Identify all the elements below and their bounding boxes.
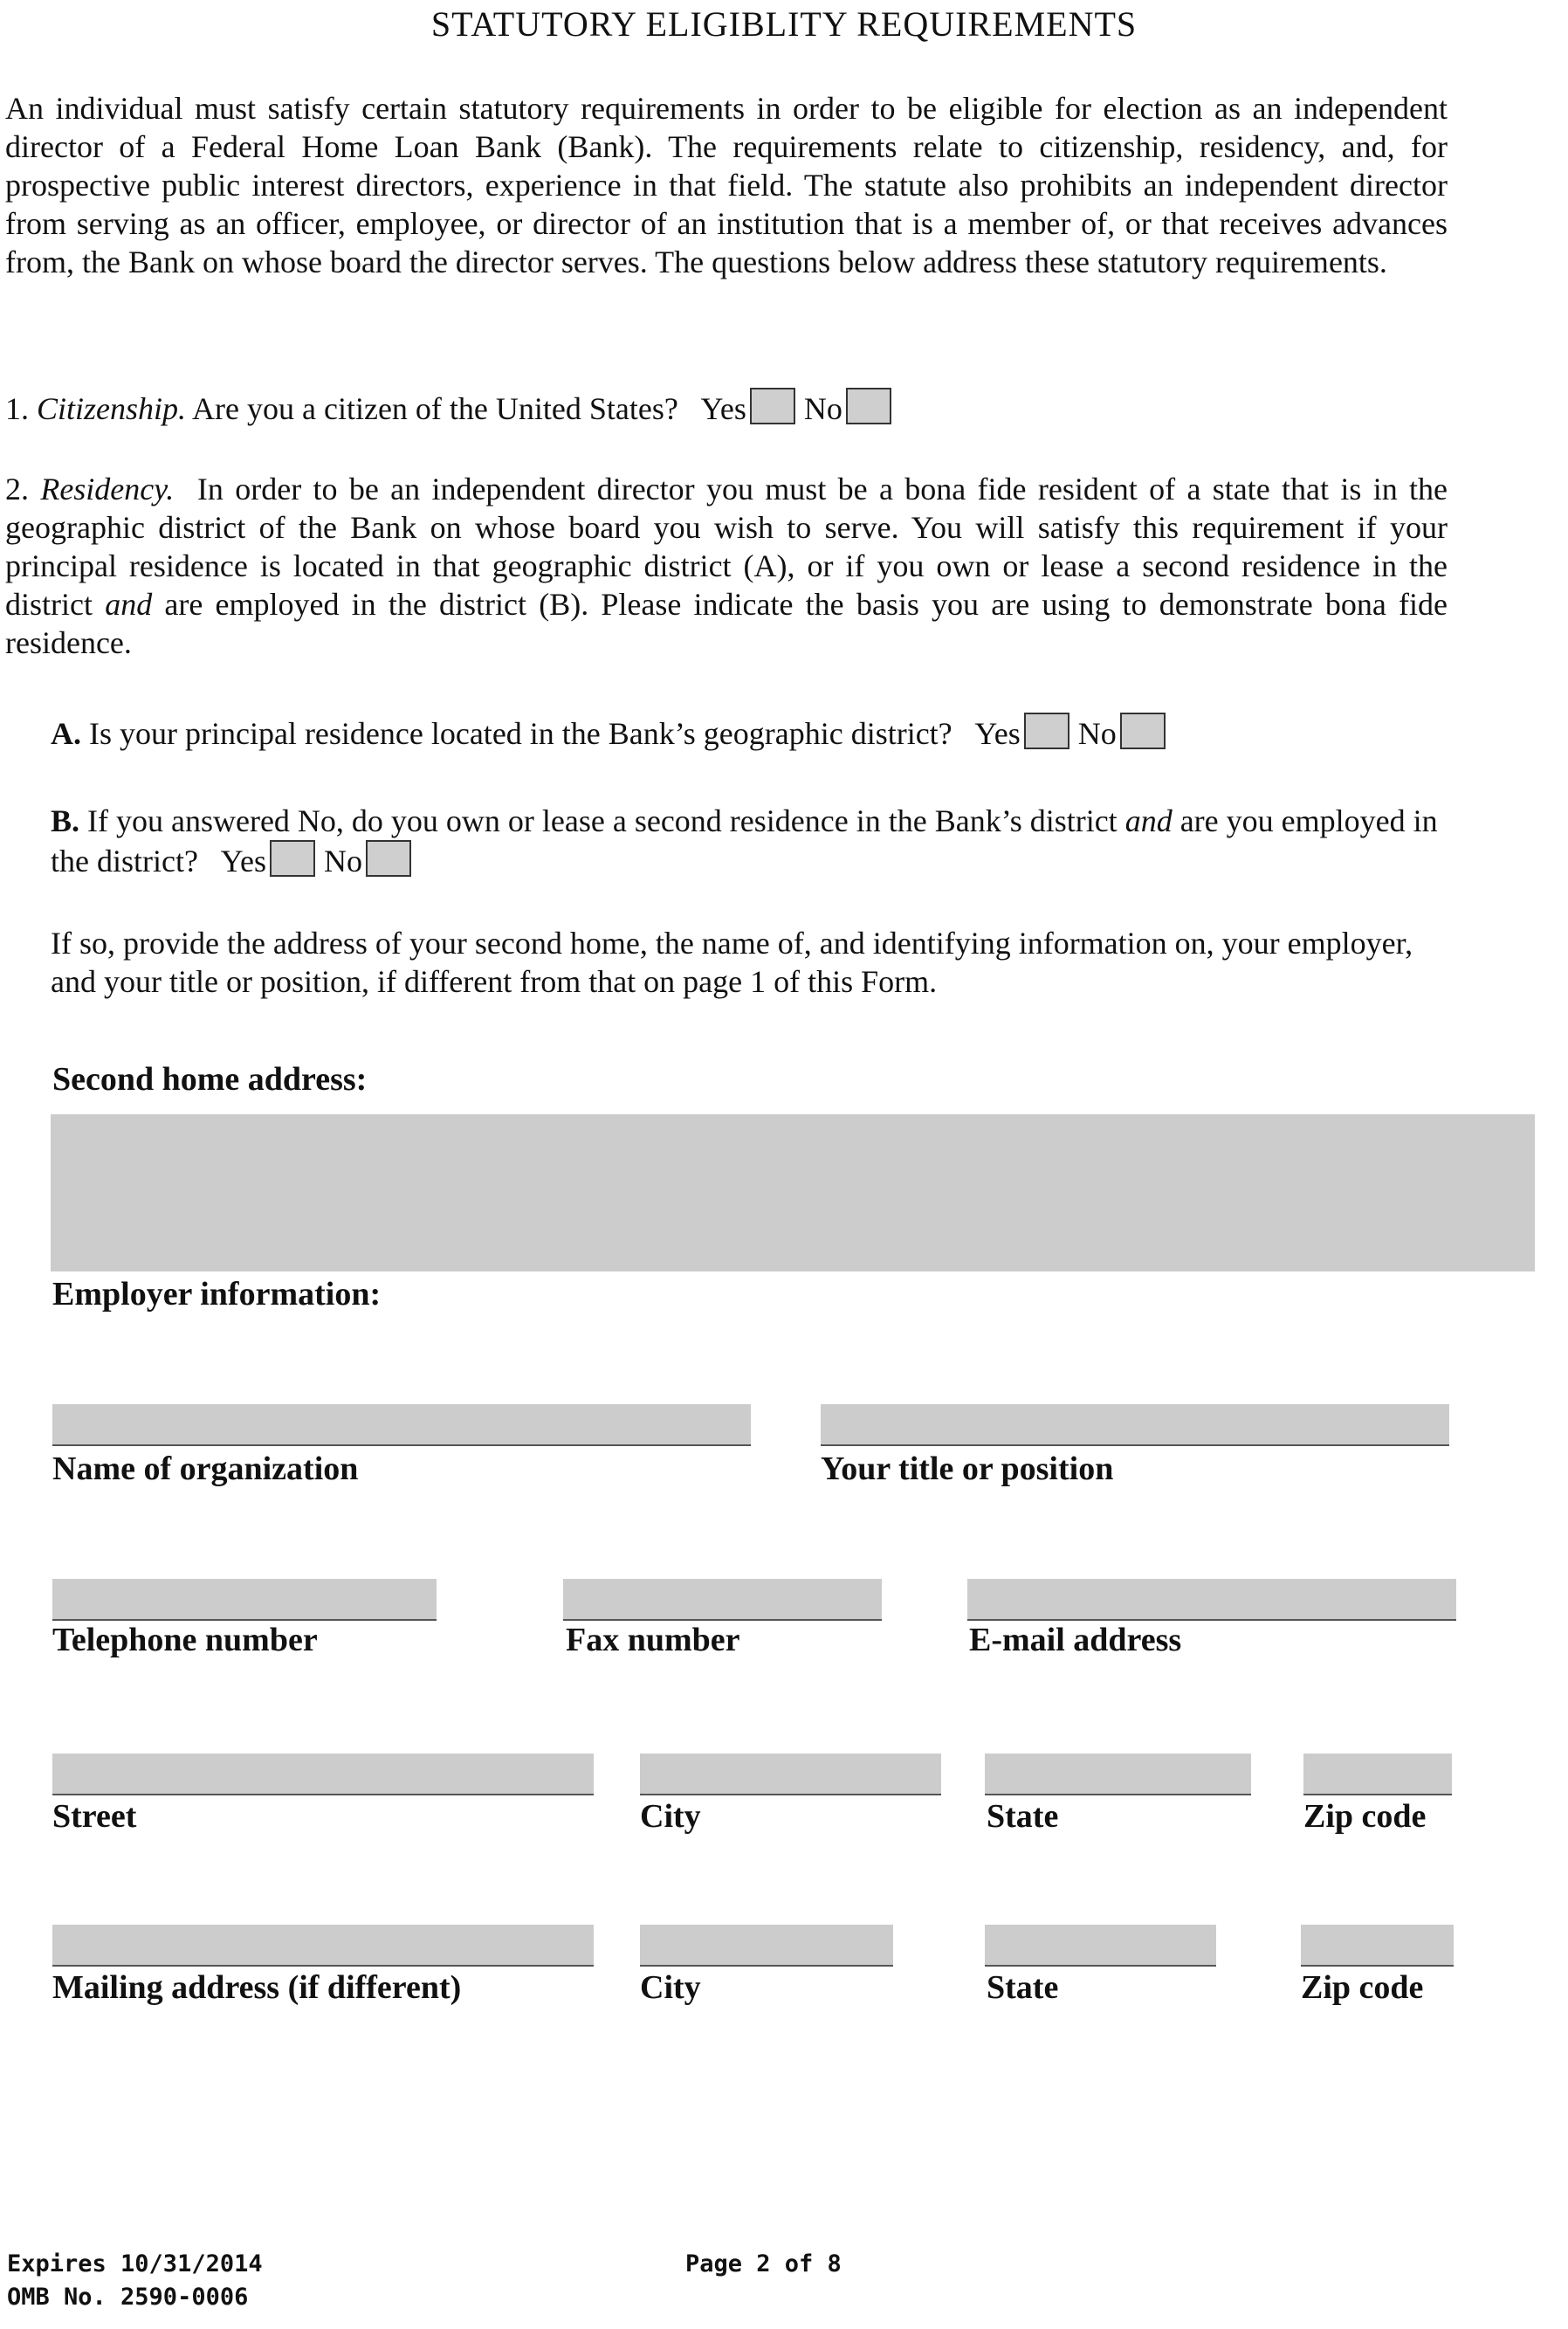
intro-paragraph: An individual must satisfy certain statutory requirements in order to be eligible for election as an independent director of a Federal Home Loan Bank (Bank). The requirements relate to citizenship, residency, and, for prospective public interest directors, experience in that field. The statute also prohibits an independent director from serving as an officer, employee, or director of an institution that is a member of, or that receives advances from, the Bank on whose board the director serves. The questions below address these statutory requirements. [5, 91, 1448, 279]
zip-field[interactable] [1303, 1754, 1452, 1795]
question-b-text: If you answered No, do you own or lease a second residence in the Bank’s district [87, 803, 1118, 838]
residency-heading: Residency. [40, 472, 175, 506]
street-field[interactable] [52, 1754, 594, 1795]
telephone-field[interactable] [52, 1579, 437, 1621]
citizenship-question [5, 388, 1448, 428]
emphasis-and: and [105, 587, 153, 622]
organization-name-label: Name of organization [52, 1450, 359, 1487]
title-position-field[interactable] [821, 1404, 1449, 1446]
omb-number: OMB No. 2590-0006 [7, 2284, 249, 2311]
zip-label: Zip code [1303, 1798, 1427, 1835]
second-home-address-field[interactable] [51, 1114, 1535, 1271]
state-label: State [987, 1798, 1059, 1835]
page-number: Page 2 of 8 [685, 2250, 842, 2277]
question-b-letter: B. [51, 803, 80, 838]
email-label: E-mail address [969, 1622, 1182, 1658]
residency-question-a [51, 713, 1448, 753]
no-label: No [1077, 716, 1117, 751]
telephone-label: Telephone number [52, 1622, 318, 1658]
mailing-zip-label: Zip code [1301, 1969, 1424, 2006]
citizenship-heading: Citizenship. [37, 391, 187, 426]
citizenship-yes-checkbox[interactable] [750, 388, 795, 424]
mailing-zip-field[interactable] [1301, 1925, 1454, 1967]
city-label: City [640, 1798, 701, 1835]
yes-label: Yes [220, 844, 267, 879]
yes-label: Yes [700, 391, 746, 426]
organization-name-field[interactable] [52, 1404, 751, 1446]
emphasis-and: and [1124, 803, 1173, 838]
mailing-state-label: State [987, 1969, 1059, 2006]
page-title: STATUTORY ELIGIBLITY REQUIREMENTS [430, 4, 1138, 44]
mailing-state-field[interactable] [985, 1925, 1216, 1967]
fax-label: Fax number [566, 1622, 740, 1658]
no-label: No [803, 391, 842, 426]
mailing-city-label: City [640, 1969, 701, 2006]
employer-info-heading: Employer information: [52, 1276, 382, 1313]
expiry-date: Expires 10/31/2014 [7, 2250, 263, 2277]
question-number: 2. [5, 472, 29, 506]
second-residence-yes-checkbox[interactable] [270, 840, 315, 877]
no-label: No [324, 844, 363, 879]
residency-question-b [51, 802, 1448, 880]
citizenship-question-text: Are you a citizen of the United States? [192, 391, 678, 426]
city-field[interactable] [640, 1754, 941, 1795]
question-a-text: Is your principal residence located in the Bank’s geographic district? [89, 716, 952, 751]
if-so-instructions: If so, provide the address of your second home, the name of, and identifying information on, your employer, and your title or position, if different from that on page 1 of this Form. [51, 926, 1413, 999]
principal-residence-yes-checkbox[interactable] [1024, 713, 1069, 749]
principal-residence-no-checkbox[interactable] [1120, 713, 1166, 749]
mailing-address-label: Mailing address (if different) [52, 1969, 462, 2006]
footer-expiry [7, 2248, 263, 2314]
residency-text-end: are employed in the district (B). Please indicate the basis you are using to demonstrate bona fide residence. [5, 587, 1448, 660]
mailing-address-field[interactable] [52, 1925, 594, 1967]
title-position-label: Your title or position [821, 1450, 1114, 1487]
state-field[interactable] [985, 1754, 1251, 1795]
question-b-text-end: are you employed in the district? [51, 803, 1438, 879]
citizenship-no-checkbox[interactable] [846, 388, 891, 424]
residency-paragraph [5, 470, 1448, 662]
question-number: 1. [5, 391, 29, 426]
mailing-city-field[interactable] [640, 1925, 893, 1967]
street-label: Street [52, 1798, 137, 1835]
second-home-label: Second home address: [52, 1061, 368, 1098]
email-field[interactable] [967, 1579, 1456, 1621]
second-residence-no-checkbox[interactable] [366, 840, 411, 877]
fax-field[interactable] [563, 1579, 882, 1621]
residency-text: In order to be an independent director you must be a bona fide resident of a state that is in the geographic district of the Bank on whose board you wish to serve. You will satisfy this requirement if your principal residence is located in that geographic district (A), or if you own or lease a second residence in the district [5, 472, 1448, 622]
yes-label: Yes [974, 716, 1021, 751]
question-a-letter: A. [51, 716, 81, 751]
